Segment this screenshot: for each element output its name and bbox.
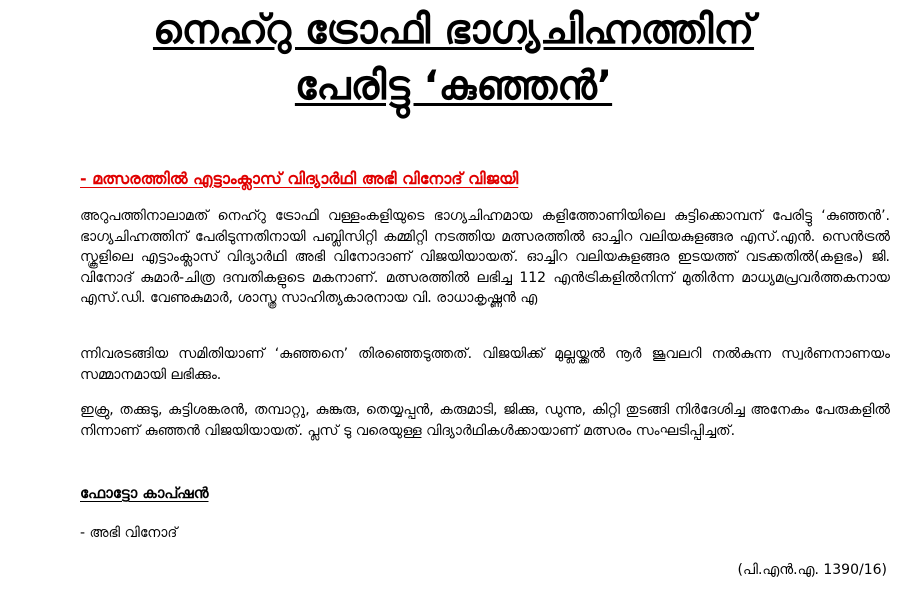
headline-line-2: പേരിട്ടു ‘കുഞ്ഞൻ’	[294, 63, 613, 109]
photo-caption-text: - അഭി വിനോദ്	[80, 525, 178, 541]
release-reference-number: (പി.എൻ.എ. 1390/16)	[737, 562, 887, 578]
subheadline: - മത്സരത്തിൽ എട്ടാംക്ലാസ് വിദ്യാർഥി അഭി വിനോദ് വിജയി	[80, 169, 519, 188]
headline-line-1: നെഹ്റു ട്രോഫി ഭാഗ്യചിഹ്നത്തിന്	[152, 7, 755, 53]
body-paragraph-2: ന്നിവരടങ്ങിയ സമിതിയാണ് ‘കുഞ്ഞനെ’ തിരഞ്ഞെടുത്തത്. വിജയിക്ക് മുല്ലയ്ക്കൽ നൂർ ജൂവലറി നൽകുന്ന സ്വർണനാണയം സമ്മാനമായി ലഭിക്കും.	[80, 346, 890, 383]
photo-caption-heading: ഫോട്ടോ കാപ്ഷൻ	[80, 484, 209, 502]
body-paragraph-3: ഇക്രു, തക്കുടു, കുട്ടിശങ്കരൻ, തമ്പാറ്റു, കുങ്കുരു, തെയ്യപ്പൻ, കരുമാടി, ജിക്കു, ഡുന്നു, കിറ്റി തുടങ്ങി നിർദേശിച്ച അനേകം പേരുകളിൽ നിന്നാണ് കുഞ്ഞൻ വിജയിയായത്. പ്ലസ് ടു വരെയുള്ള വിദ്യാർഥികൾക്കായാണ് മത്സരം സംഘടിപ്പിച്ചത്.	[80, 402, 890, 439]
headline	[0, 4, 907, 116]
body-paragraph-1: അറുപത്തിനാലാമത് നെഹ്റു ട്രോഫി വള്ളംകളിയുടെ ഭാഗ്യചിഹ്നമായ കളിത്തോണിയിലെ കുട്ടിക്കൊമ്പന് പേരിട്ടു ‘കുഞ്ഞൻ’. ഭാഗ്യചിഹ്നത്തിന് പേരിടുന്നതിനായി പബ്ലിസിറ്റി കമ്മിറ്റി നടത്തിയ മത്സരത്തിൽ ഓച്ചിറ വലിയകുളങ്ങര എസ്.എൻ. സെൻട്രൽ സ്കൂളിലെ എട്ടാംക്ലാസ് വിദ്യാർഥി അഭി വിനോദാണ് വിജയിയായത്. ഓച്ചിറ വലിയകുളങ്ങര ഇടയത്ത് വടക്കതിൽ(കളഭം) ജി. വിനോദ് കുമാർ-ചിത്ര ദമ്പതികളുടെ മകനാണ്. മത്സരത്തിൽ ലഭിച്ച 112 എൻട്രികളിൽനിന്ന് മുതിർന്ന മാധ്യമപ്രവർത്തകനായ എസ്.ഡി. വേണുകുമാർ, ശാസ്ത്ര സാഹിത്യകാരനായ വി. രാധാകൃഷ്ണൻ എ	[80, 208, 890, 307]
